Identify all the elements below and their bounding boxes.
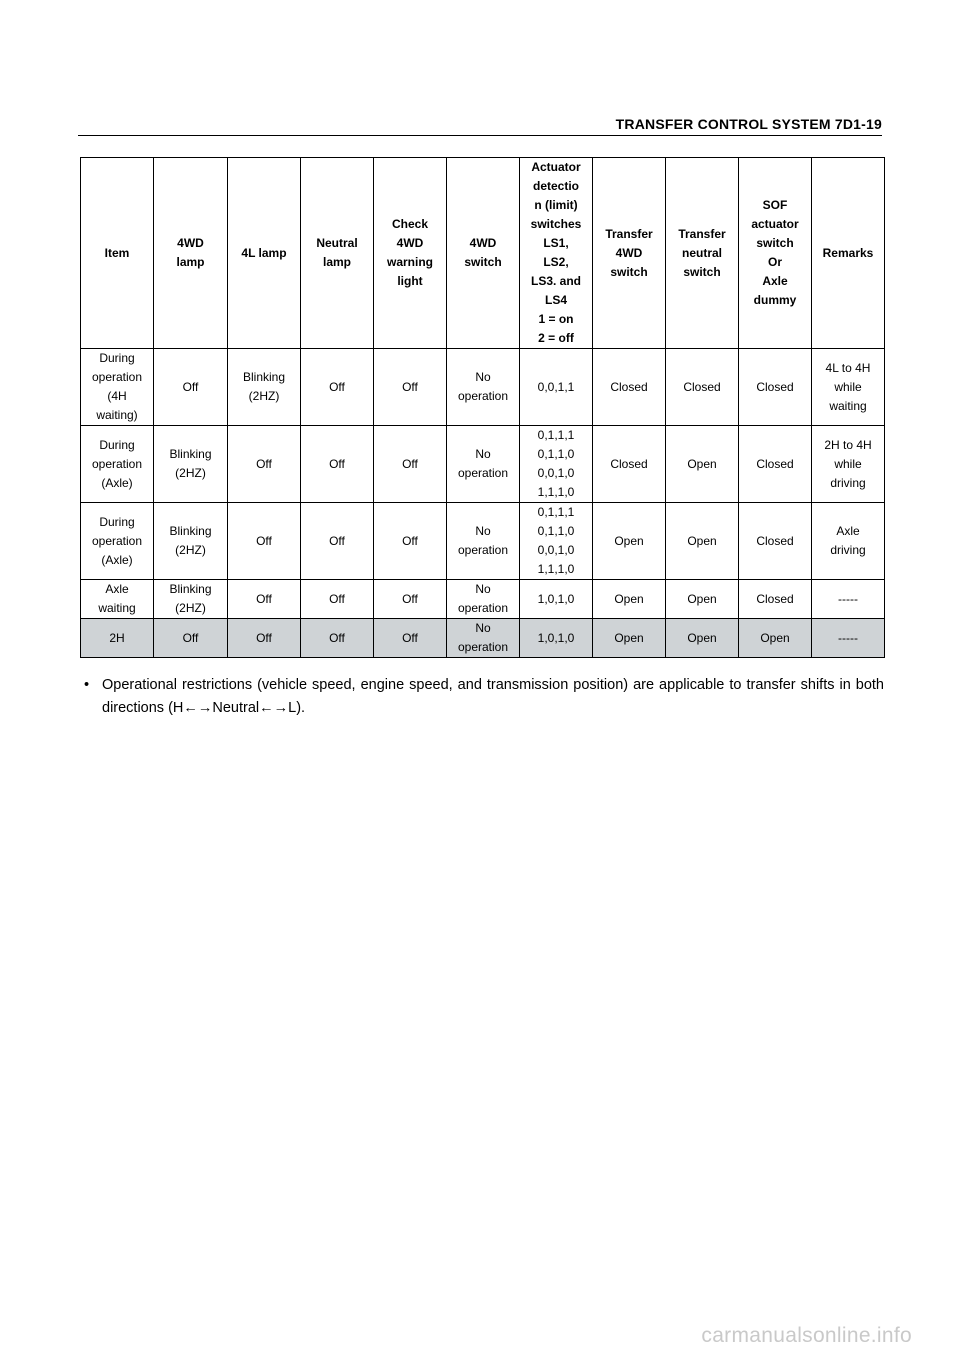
column-header: Transfer 4WD switch [593,158,666,349]
table-cell: During operation (Axle) [81,426,154,503]
table-cell: No operation [447,503,520,580]
column-header: Item [81,158,154,349]
table-row [81,580,885,619]
table-cell: Off [154,349,228,426]
table-cell: No operation [447,349,520,426]
column-header: 4WD switch [447,158,520,349]
table-cell: Closed [739,349,812,426]
table-cell: Off [301,619,374,658]
watermark: carmanualsonline.info [701,1324,912,1347]
table-cell: No operation [447,619,520,658]
table-cell: Off [374,619,447,658]
bullet-icon: • [84,677,90,693]
table-cell: Closed [739,503,812,580]
table-cell: Blinking (2HZ) [154,503,228,580]
table-cell: Open [666,426,739,503]
column-header: 4WD lamp [154,158,228,349]
table-cell: Axle waiting [81,580,154,619]
table-cell: Closed [666,349,739,426]
column-header: 4L lamp [228,158,301,349]
table-cell: Off [374,426,447,503]
table-cell: Off [301,426,374,503]
table-cell: Open [666,619,739,658]
table-cell: Blinking (2HZ) [228,349,301,426]
table-cell: Off [228,426,301,503]
table-cell: Closed [739,580,812,619]
table-row [81,426,885,503]
table-cell: Open [666,503,739,580]
table-cell: Closed [739,426,812,503]
table-cell: Off [301,580,374,619]
table-cell: Closed [593,426,666,503]
table-cell: Off [228,619,301,658]
table-cell: 0,0,1,1 [520,349,593,426]
table-cell: 0,1,1,1 0,1,1,0 0,0,1,0 1,1,1,0 [520,503,593,580]
table-cell: 1,0,1,0 [520,619,593,658]
column-header: Check 4WD warning light [374,158,447,349]
table-cell: During operation (Axle) [81,503,154,580]
table-row-highlighted [81,619,885,658]
table-cell: Axle driving [812,503,885,580]
operational-restrictions-note [80,674,884,720]
table-cell: 4L to 4H while waiting [812,349,885,426]
table-cell: Off [154,619,228,658]
table-cell: 0,1,1,1 0,1,1,0 0,0,1,0 1,1,1,0 [520,426,593,503]
table-cell: 2H to 4H while driving [812,426,885,503]
table-cell: Closed [593,349,666,426]
table-cell: Off [301,349,374,426]
table-cell: Off [228,503,301,580]
table-cell: Off [374,503,447,580]
table-row [81,503,885,580]
table-cell: Blinking (2HZ) [154,580,228,619]
table-cell: Blinking (2HZ) [154,426,228,503]
table-cell: Off [374,349,447,426]
table-cell: Off [374,580,447,619]
column-header: Actuator detectio n (limit) switches LS1, LS2, LS3. and LS4 1 = on 2 = off [520,158,593,349]
table-cell: During operation (4H waiting) [81,349,154,426]
table-cell: No operation [447,426,520,503]
table-cell: Off [228,580,301,619]
page-header-title: TRANSFER CONTROL SYSTEM 7D1-19 [615,116,882,132]
table-cell: Open [593,503,666,580]
table-cell: Open [666,580,739,619]
table-cell: 1,0,1,0 [520,580,593,619]
note-text: Operational restrictions (vehicle speed, engine speed, and transmission position) are applicable to transfer shifts in both directions (H←→Neutral←→L). [102,677,884,716]
table-cell: Open [593,619,666,658]
table-cell: ----- [812,580,885,619]
column-header: SOF actuator switch Or Axle dummy [739,158,812,349]
column-header: Transfer neutral switch [666,158,739,349]
table-cell: Open [593,580,666,619]
table-cell: 2H [81,619,154,658]
table-cell: Open [739,619,812,658]
table-cell: Off [301,503,374,580]
column-header: Neutral lamp [301,158,374,349]
transfer-control-table [80,157,885,658]
table-cell: ----- [812,619,885,658]
table-header-row [81,158,885,349]
column-header: Remarks [812,158,885,349]
header-divider [78,135,882,136]
table-cell: No operation [447,580,520,619]
table-row [81,349,885,426]
